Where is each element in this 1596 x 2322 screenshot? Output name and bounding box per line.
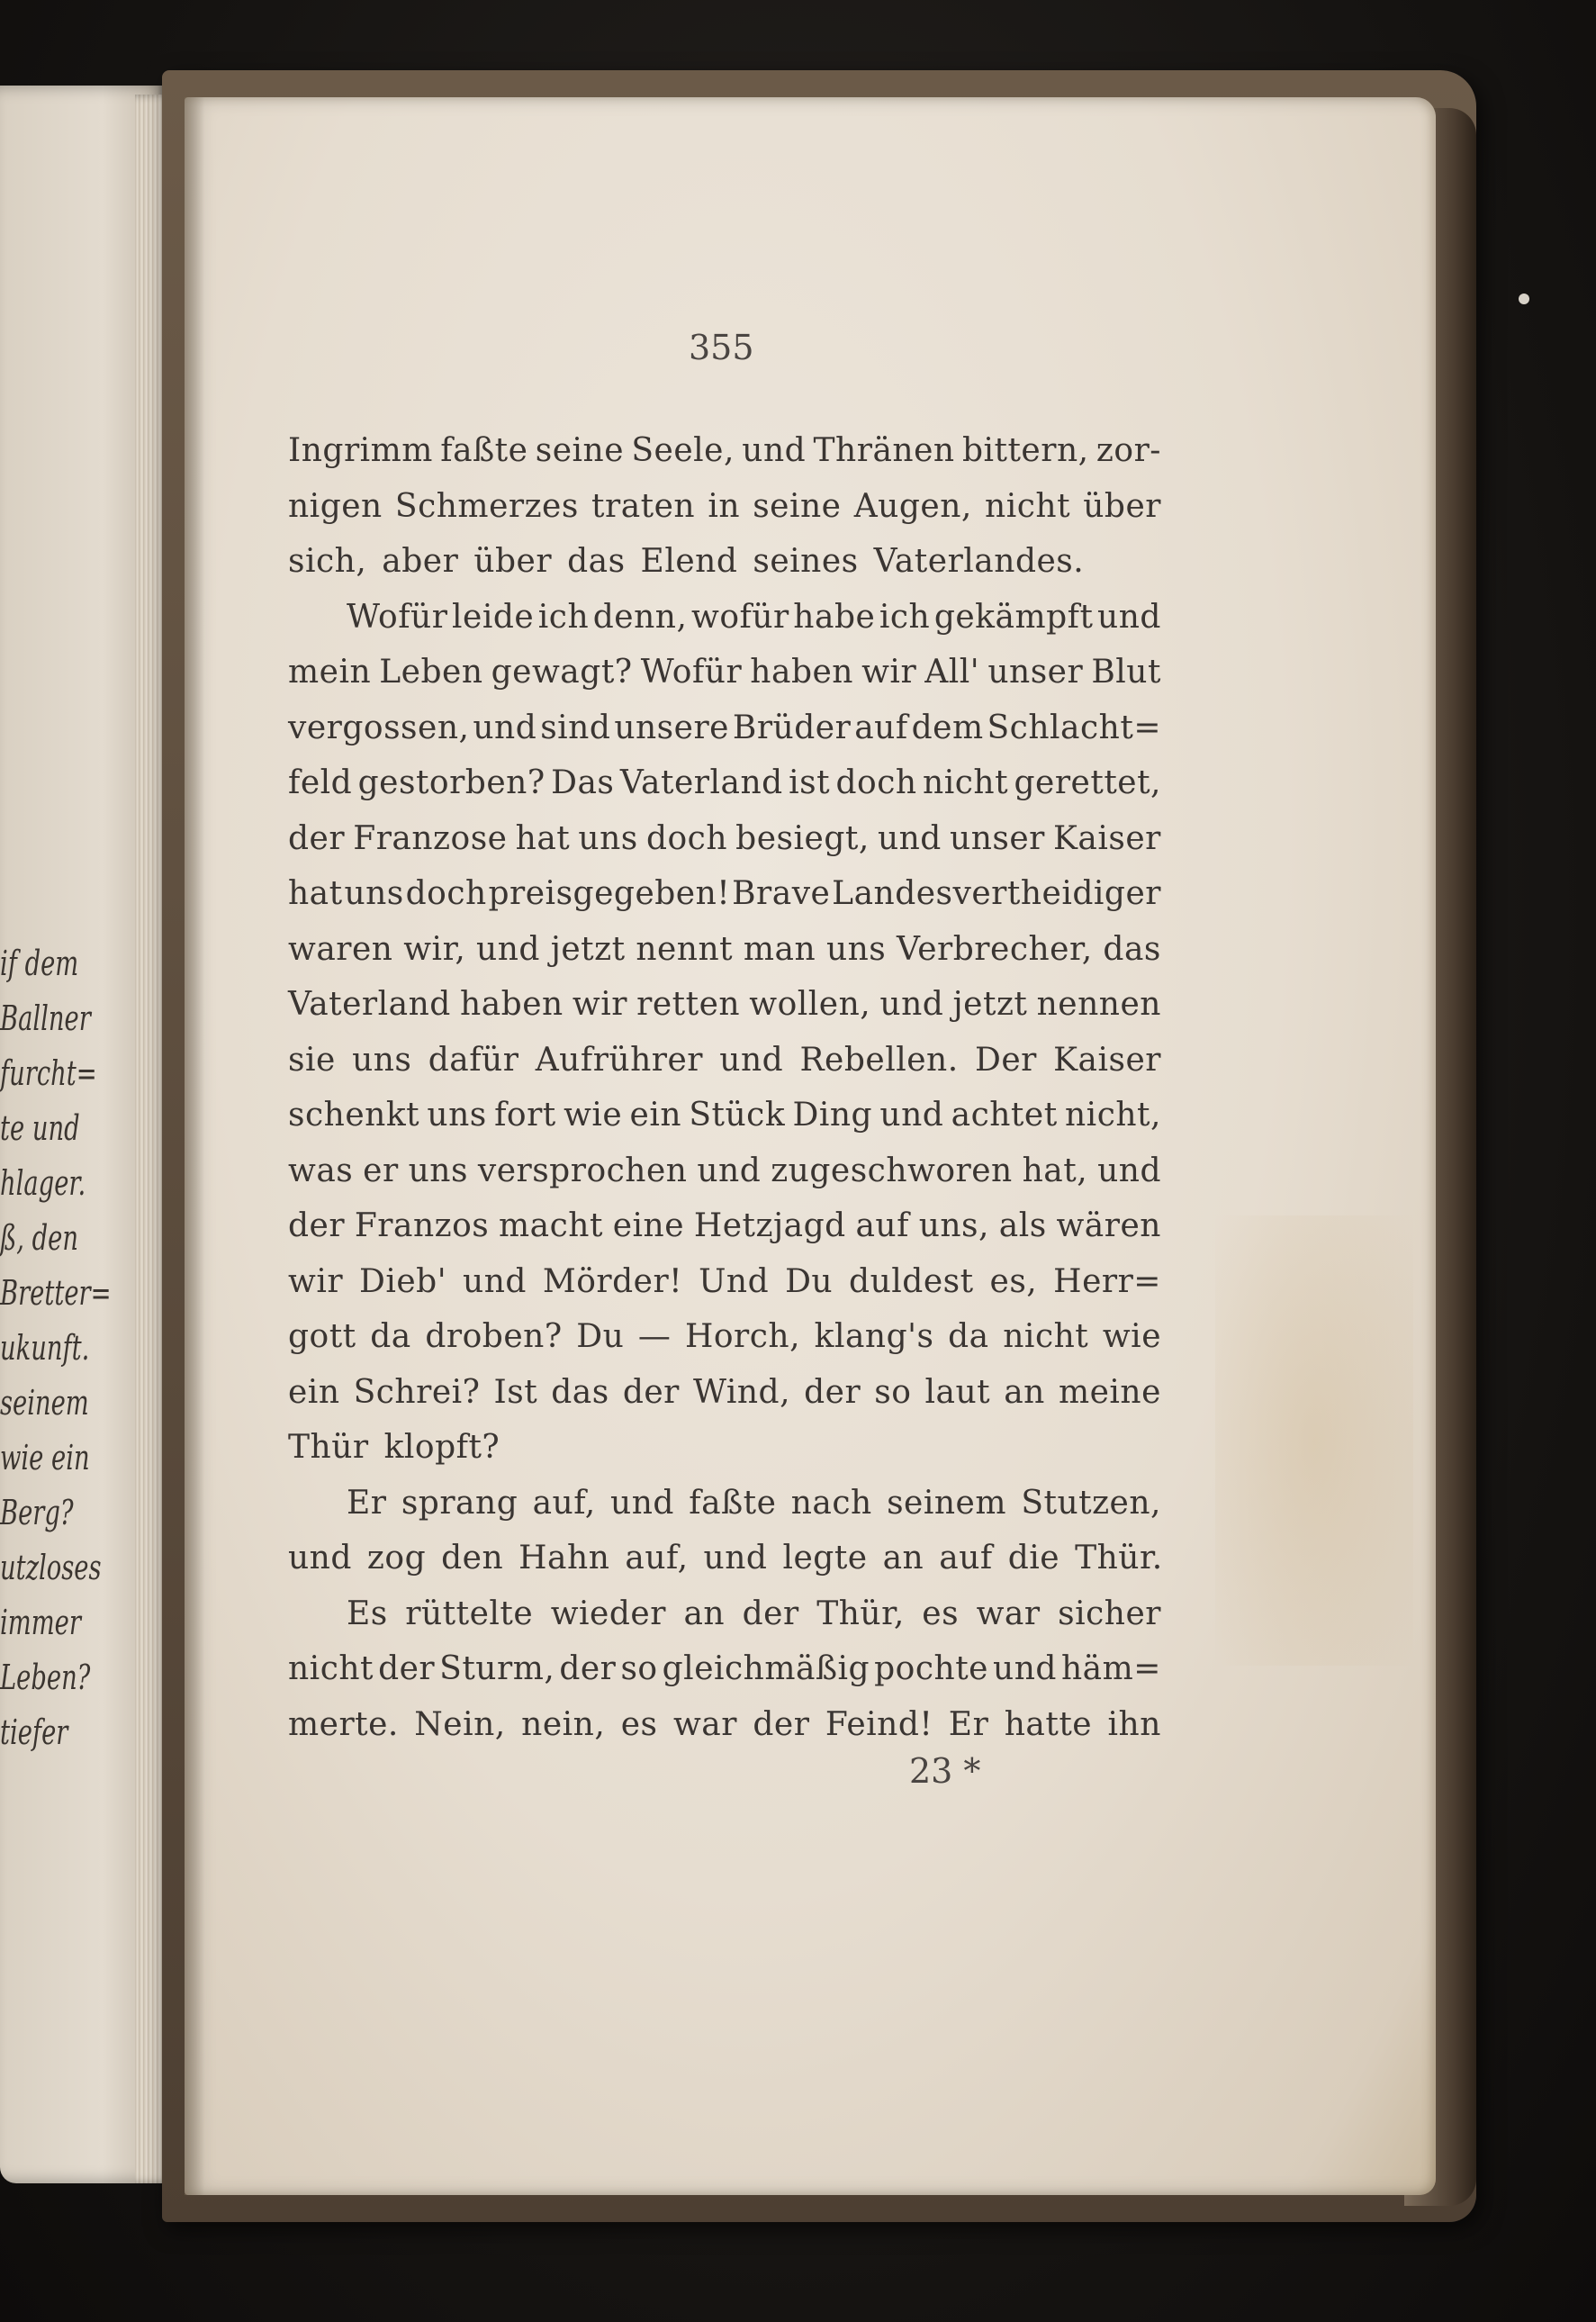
word: vergossen,: [288, 709, 470, 746]
word: Wofür: [347, 598, 448, 636]
word: doch: [405, 875, 487, 912]
word: meine: [1058, 1373, 1161, 1411]
page-gutter-shadow: [185, 97, 204, 2195]
word: sind: [540, 709, 611, 746]
word: uns: [344, 875, 404, 912]
word: Vaterlandes.: [873, 543, 1085, 580]
word: jetzt: [550, 930, 626, 968]
word: gott: [288, 1318, 356, 1355]
word: droben?: [425, 1318, 563, 1355]
word: und: [879, 1097, 944, 1134]
word: er: [363, 1152, 399, 1189]
word: Der: [974, 1041, 1037, 1079]
signature-mark: 23 *: [909, 1751, 981, 1791]
text-line: [288, 1531, 1161, 1586]
text-line: [288, 977, 1161, 1033]
word: der: [742, 1595, 799, 1632]
word: wollen,: [749, 986, 871, 1023]
word: nennen: [1036, 986, 1161, 1023]
word: gestorben?: [357, 764, 546, 801]
text-line: [288, 534, 1161, 590]
word: Franzose: [353, 819, 508, 857]
word: wofür: [691, 598, 789, 636]
left-page-fragment: Leben?: [0, 1658, 91, 1697]
word: ist: [789, 764, 831, 801]
word: Es: [347, 1595, 388, 1632]
word: und: [610, 1484, 674, 1522]
word: der: [559, 1650, 617, 1687]
text-line: [288, 1088, 1161, 1143]
word: und: [288, 1540, 352, 1577]
word: hatte: [1004, 1705, 1093, 1743]
word: schenkt: [288, 1097, 420, 1134]
word: doch: [645, 819, 728, 857]
word: jetzt: [952, 986, 1028, 1023]
word: unser: [987, 654, 1084, 691]
left-page-fragment: Bretter=: [0, 1273, 112, 1313]
word: Du: [576, 1318, 625, 1355]
word: an: [882, 1540, 924, 1577]
word: da: [948, 1318, 989, 1355]
word: ein: [288, 1373, 340, 1411]
word: nach: [790, 1484, 872, 1522]
text-line: [288, 1641, 1161, 1697]
word: nigen: [288, 487, 383, 525]
word: klopft?: [383, 1429, 500, 1466]
word: waren: [288, 930, 393, 968]
word: und: [1097, 1152, 1161, 1189]
word: merte.: [288, 1705, 399, 1743]
word: Augen,: [853, 487, 972, 525]
word: auf: [854, 709, 908, 746]
word: habe: [793, 598, 876, 636]
word: Vaterland: [619, 764, 783, 801]
word: und: [473, 709, 537, 746]
word: Thür,: [816, 1595, 905, 1632]
word: Blut: [1091, 654, 1161, 691]
text-line: [288, 1420, 1161, 1476]
word: Wind,: [692, 1373, 791, 1411]
word: Nein,: [414, 1705, 506, 1743]
word: faßte: [689, 1484, 777, 1522]
word: das: [567, 543, 626, 580]
word: Er: [347, 1484, 387, 1522]
word: so: [874, 1373, 912, 1411]
left-page-fragment: utzloses: [0, 1548, 102, 1587]
word: Herr=: [1053, 1262, 1161, 1300]
word: seine: [535, 432, 625, 469]
word: nein,: [521, 1705, 606, 1743]
word: ein: [629, 1097, 682, 1134]
word: Leben: [379, 654, 483, 691]
word: eine: [612, 1207, 685, 1244]
word: uns: [408, 1152, 468, 1189]
left-page-fragment: immer: [0, 1603, 81, 1642]
word: gekämpft: [933, 598, 1094, 636]
word: und: [476, 930, 540, 968]
word: klang's: [814, 1318, 934, 1355]
word: bittern,: [961, 432, 1089, 469]
word: und: [719, 1041, 784, 1079]
word: zog: [366, 1540, 427, 1577]
word: sich,: [288, 543, 367, 580]
word: an: [1004, 1373, 1045, 1411]
word: und: [697, 1152, 762, 1189]
word: auf,: [532, 1484, 596, 1522]
word: traten: [591, 487, 696, 525]
word: gewagt?: [491, 654, 633, 691]
word: doch: [835, 764, 917, 801]
word: über: [473, 543, 553, 580]
word: der: [804, 1373, 861, 1411]
word: über: [1083, 487, 1161, 525]
text-line: [288, 922, 1161, 978]
word: es,: [989, 1262, 1038, 1300]
word: auf: [855, 1207, 909, 1244]
word: wie: [564, 1097, 623, 1134]
left-page-fragment: te und: [0, 1108, 80, 1148]
word: denn,: [592, 598, 688, 636]
word: Verbrecher,: [897, 930, 1093, 968]
word: Schlacht=: [987, 709, 1161, 746]
word: als: [998, 1207, 1047, 1244]
word: Ingrimm: [288, 432, 433, 469]
word: Brave: [732, 875, 831, 912]
text-line: [288, 1254, 1161, 1310]
left-page-text-fragments: [0, 936, 112, 1760]
word: Brüder: [732, 709, 852, 746]
word: Schmerzes: [394, 487, 579, 525]
word: sicher: [1058, 1595, 1161, 1632]
word: dem: [911, 709, 984, 746]
word: in: [708, 487, 741, 525]
word: Thränen: [813, 432, 955, 469]
word: der: [622, 1373, 680, 1411]
text-line: [288, 1198, 1161, 1254]
text-line: [288, 1476, 1161, 1531]
word: häm=: [1060, 1650, 1161, 1687]
word: nicht,: [1065, 1097, 1161, 1134]
word: wir: [288, 1262, 344, 1300]
word: Franzos: [354, 1207, 490, 1244]
word: All': [924, 654, 980, 691]
word: unser: [950, 819, 1045, 857]
word: unsere: [614, 709, 729, 746]
word: und: [703, 1540, 768, 1577]
text-line: [288, 1033, 1161, 1089]
word: was: [288, 1152, 354, 1189]
left-page-fragment: if dem: [0, 944, 79, 983]
word: Vaterland: [288, 986, 451, 1023]
word: ich: [537, 598, 590, 636]
word: auf,: [625, 1540, 689, 1577]
word: Horch,: [684, 1318, 801, 1355]
word: duldest: [849, 1262, 974, 1300]
text-line: [288, 866, 1161, 922]
word: nennt: [636, 930, 734, 968]
word: zor-: [1096, 432, 1161, 469]
word: Thür: [288, 1429, 369, 1466]
word: Stutzen,: [1021, 1484, 1161, 1522]
word: Thür.: [1075, 1540, 1163, 1577]
word: rüttelte: [405, 1595, 534, 1632]
page-stain: [1215, 1215, 1413, 1666]
text-line: [288, 700, 1161, 756]
left-page-fragment: seinem: [0, 1383, 89, 1423]
word: nicht: [985, 487, 1071, 525]
word: der: [378, 1650, 436, 1687]
word: sprang: [401, 1484, 518, 1522]
word: Aufrührer: [535, 1041, 703, 1079]
word: Kaiser: [1053, 819, 1161, 857]
word: und: [993, 1650, 1057, 1687]
word: Er: [948, 1705, 989, 1743]
word: seine: [753, 487, 842, 525]
word: Ist: [493, 1373, 538, 1411]
word: und: [879, 986, 944, 1023]
left-page-fragment: hlager.: [0, 1163, 86, 1203]
word: fort: [494, 1097, 556, 1134]
word: retten: [636, 986, 741, 1023]
text-line: [288, 1365, 1161, 1421]
word: und: [1097, 598, 1161, 636]
word: Dieb': [358, 1262, 447, 1300]
word: wir,: [403, 930, 466, 968]
word: Und: [699, 1262, 770, 1300]
word: aber: [382, 543, 459, 580]
word: hat: [515, 819, 571, 857]
word: ich: [879, 598, 931, 636]
left-page-fragment: ukunft.: [0, 1328, 90, 1368]
text-line: [288, 423, 1161, 479]
word: wir: [572, 986, 627, 1023]
word: sie: [288, 1041, 336, 1079]
word: Feind!: [825, 1705, 933, 1743]
text-line: [288, 1586, 1161, 1642]
word: uns: [825, 930, 887, 968]
page-number: 355: [689, 328, 754, 367]
word: Das: [551, 764, 615, 801]
word: war: [976, 1595, 1041, 1632]
left-page-fragment: tiefer: [0, 1712, 68, 1752]
word: an: [683, 1595, 726, 1632]
word: versprochen: [477, 1152, 688, 1189]
left-page-fragment: ß, den: [0, 1218, 78, 1258]
word: das: [1103, 930, 1161, 968]
word: dafür: [428, 1041, 519, 1079]
word: und: [877, 819, 942, 857]
word: Wofür: [640, 654, 743, 691]
word: es: [922, 1595, 960, 1632]
text-line: [288, 645, 1161, 700]
word: der: [753, 1705, 810, 1743]
word: nicht: [288, 1650, 374, 1687]
word: nicht: [1003, 1318, 1089, 1355]
word: besiegt,: [735, 819, 870, 857]
word: pochte: [874, 1650, 988, 1687]
word: gerettet,: [1014, 764, 1161, 801]
word: wären: [1056, 1207, 1161, 1244]
word: laut: [924, 1373, 991, 1411]
word: da: [370, 1318, 411, 1355]
text-line: [288, 1309, 1161, 1365]
word: faßte: [440, 432, 528, 469]
word: Mörder!: [542, 1262, 683, 1300]
word: das: [551, 1373, 609, 1411]
text-line: [288, 755, 1161, 811]
word: macht: [499, 1207, 603, 1244]
body-text: [288, 423, 1161, 1752]
text-line: [288, 479, 1161, 535]
left-page-fragment: furcht=: [0, 1053, 97, 1093]
word: wir: [861, 654, 917, 691]
word: die: [1007, 1540, 1060, 1577]
word: Kaiser: [1053, 1041, 1161, 1079]
word: Stück: [689, 1097, 786, 1134]
word: legte: [782, 1540, 868, 1577]
word: hat: [288, 875, 343, 912]
word: mein: [288, 654, 372, 691]
word: den: [441, 1540, 504, 1577]
word: zugeschworen: [771, 1152, 1013, 1189]
word: haben: [750, 654, 853, 691]
word: leide: [452, 598, 535, 636]
text-line: [288, 590, 1161, 646]
word: und: [463, 1262, 527, 1300]
word: Hahn: [518, 1540, 610, 1577]
left-page-fragment: Ballner: [0, 998, 91, 1038]
word: achtet: [951, 1097, 1058, 1134]
word: —: [637, 1318, 672, 1355]
text-line: [288, 811, 1161, 867]
word: seinem: [887, 1484, 1006, 1522]
word: Seele,: [631, 432, 735, 469]
word: Hetzjagd: [693, 1207, 846, 1244]
left-page-fragment: Berg?: [0, 1493, 74, 1532]
word: uns: [427, 1097, 487, 1134]
word: uns: [352, 1041, 412, 1079]
word: feld: [288, 764, 353, 801]
dust-speck: [1519, 294, 1529, 304]
word: Schrei?: [353, 1373, 481, 1411]
word: preisgegeben!: [488, 875, 731, 912]
word: wieder: [550, 1595, 666, 1632]
word: man: [743, 930, 816, 968]
word: nicht: [923, 764, 1009, 801]
text-line: [288, 1143, 1161, 1199]
word: haben: [460, 986, 564, 1023]
word: der: [288, 819, 346, 857]
word: uns: [578, 819, 638, 857]
word: gleichmäßig: [662, 1650, 870, 1687]
word: auf: [939, 1540, 993, 1577]
word: seines: [753, 543, 859, 580]
text-line: [288, 1697, 1161, 1753]
word: war: [672, 1705, 737, 1743]
word: wie: [1102, 1318, 1161, 1355]
word: uns,: [918, 1207, 989, 1244]
word: und: [742, 432, 807, 469]
word: ihn: [1107, 1705, 1161, 1743]
word: Elend: [640, 543, 738, 580]
word: Rebellen.: [799, 1041, 959, 1079]
word: hat,: [1022, 1152, 1088, 1189]
word: es: [620, 1705, 658, 1743]
word: Du: [785, 1262, 834, 1300]
word: so: [620, 1650, 658, 1687]
left-page-fragment: wie ein: [0, 1438, 90, 1477]
word: der: [288, 1207, 346, 1244]
word: Ding: [792, 1097, 873, 1134]
word: Sturm,: [439, 1650, 555, 1687]
word: Landesvertheidiger: [832, 875, 1161, 912]
